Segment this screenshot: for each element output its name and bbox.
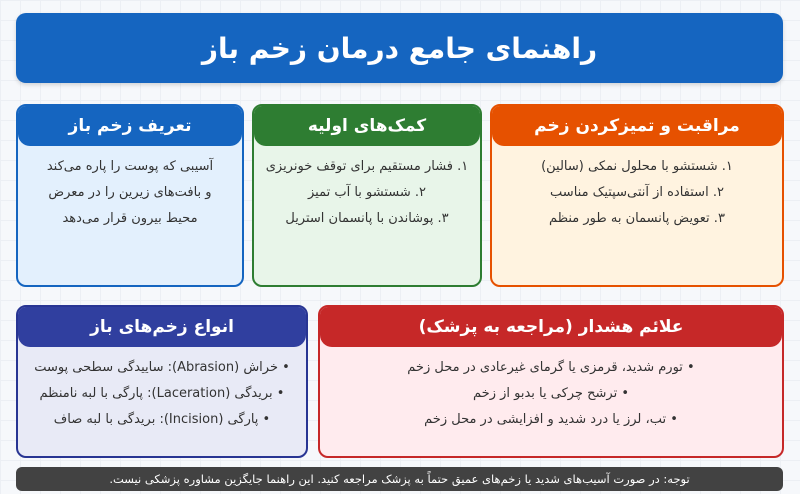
card-first-aid: [252, 104, 482, 287]
card-title: کمک‌های اولیه: [254, 106, 480, 146]
card-definition: [16, 104, 244, 287]
card-line: محیط بیرون قرار می‌دهد: [62, 211, 198, 226]
card-line: ۱. فشار مستقیم برای توقف خونریزی: [265, 159, 469, 174]
card-title: علائم هشدار (مراجعه به پزشک): [320, 307, 782, 347]
card-line: ۳. پوشاندن با پانسمان استریل: [285, 211, 449, 226]
card-body: [254, 146, 480, 232]
card-line: • تب، لرز یا درد شدید و افزایشی در محل زخم: [424, 412, 678, 427]
card-line: • بریدگی (Laceration): پارگی با لبه نامنظم: [39, 386, 285, 401]
card-line: ۳. تعویض پانسمان به طور منظم: [549, 211, 725, 226]
page-title: راهنمای جامع درمان زخم باز: [201, 31, 598, 65]
card-line: آسیبی که پوست را پاره می‌کند: [46, 159, 214, 174]
card-line: ۲. شستشو با آب تمیز: [307, 185, 427, 200]
card-title: انواع زخم‌های باز: [18, 307, 306, 347]
card-line: و بافت‌های زیرین را در معرض: [48, 185, 212, 200]
card-line: ۱. شستشو با محلول نمکی (سالین): [541, 159, 733, 174]
card-line: • تورم شدید، قرمزی یا گرمای غیرعادی در محل زخم: [407, 360, 695, 375]
card-body: [18, 347, 306, 433]
card-title: تعریف زخم باز: [18, 106, 242, 146]
card-wound-types: [16, 305, 308, 458]
card-line: • خراش (Abrasion): ساییدگی سطحی پوست: [34, 360, 290, 375]
card-title: مراقبت و تمیزکردن زخم: [492, 106, 782, 146]
card-care: [490, 104, 784, 287]
disclaimer-bar: [16, 467, 783, 491]
card-body: [18, 146, 242, 232]
card-warning-signs: [318, 305, 784, 458]
card-body: [492, 146, 782, 232]
card-line: • پارگی (Incision): بریدگی با لبه صاف: [53, 412, 271, 427]
page-header: [16, 13, 783, 83]
card-body: [320, 347, 782, 433]
card-line: ۲. استفاده از آنتی‌سپتیک مناسب: [550, 185, 724, 200]
disclaimer-text: توجه: در صورت آسیب‌های شدید یا زخم‌های عمیق حتماً به پزشک مراجعه کنید. این راهنما جایگزین مشاوره پزشکی نیست.: [109, 472, 690, 486]
card-line: • ترشح چرکی یا بدبو از زخم: [473, 386, 629, 401]
